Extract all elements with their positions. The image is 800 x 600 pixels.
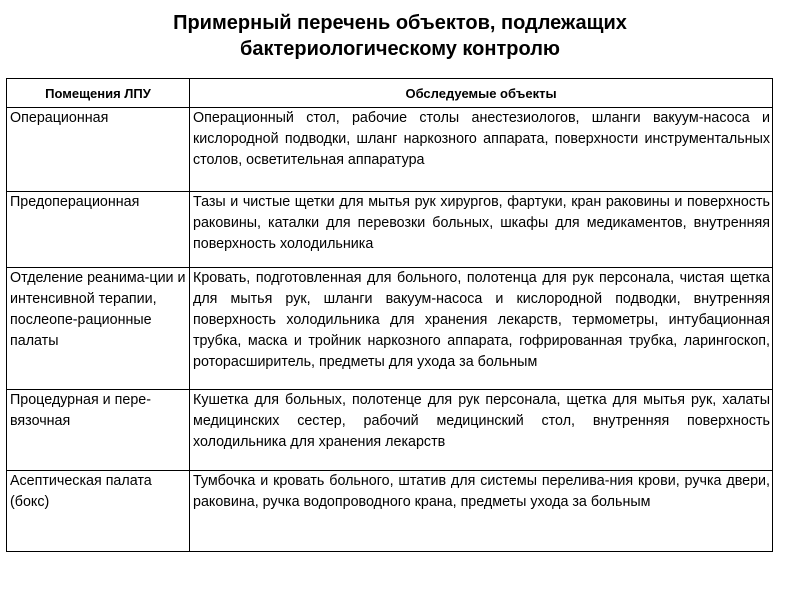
room-cell: Операционная bbox=[7, 108, 190, 192]
table-row bbox=[7, 268, 773, 390]
room-cell: Отделение реанима-ции и интенсивной терапии, послеопе-рационные палаты bbox=[7, 268, 190, 390]
table-row bbox=[7, 192, 773, 268]
objects-cell: Кровать, подготовленная для больного, полотенца для рук персонала, чистая щетка для мытья рук, шланги вакуум-насоса и кислородной подводки, внутренняя поверхность холодильника для хранения лекарств, термометры, интубационная трубка, маска и тройник наркозного аппарата, гофрированная трубка, ларингоскоп, роторасширитель, предметы для ухода за больным bbox=[190, 268, 773, 390]
page-title-line-2: бактериологическому контролю bbox=[240, 38, 560, 60]
room-cell: Предоперационная bbox=[7, 192, 190, 268]
objects-cell: Тумбочка и кровать больного, штатив для системы перелива-ния крови, ручка двери, раковина, ручка водопроводного крана, предметы ухода за больным bbox=[190, 471, 773, 552]
header-objects: Обследуемые объекты bbox=[190, 79, 773, 108]
table-row bbox=[7, 471, 773, 552]
page-title bbox=[0, 10, 800, 62]
header-rooms: Помещения ЛПУ bbox=[7, 79, 190, 108]
page-title-line-1: Примерный перечень объектов, подлежащих bbox=[173, 12, 627, 34]
table-row bbox=[7, 108, 773, 192]
objects-cell: Тазы и чистые щетки для мытья рук хирургов, фартуки, кран раковины и поверхность раковины, каталки для перевозки больных, шкафы для медикаментов, внутренняя поверхность холодильника bbox=[190, 192, 773, 268]
room-cell: Асептическая палата (бокс) bbox=[7, 471, 190, 552]
room-cell: Процедурная и пере-вязочная bbox=[7, 390, 190, 471]
table-header-row bbox=[7, 79, 773, 108]
objects-cell: Кушетка для больных, полотенце для рук персонала, щетка для мытья рук, халаты медицинских сестер, рабочий медицинский стол, внутренняя поверхность холодильника для хранения лекарств bbox=[190, 390, 773, 471]
objects-table bbox=[6, 78, 773, 552]
objects-cell: Операционный стол, рабочие столы анестезиологов, шланги вакуум-насоса и кислородной подводки, шланг наркозного аппарата, поверхности инструментальных столов, осветительная аппаратура bbox=[190, 108, 773, 192]
table-row bbox=[7, 390, 773, 471]
